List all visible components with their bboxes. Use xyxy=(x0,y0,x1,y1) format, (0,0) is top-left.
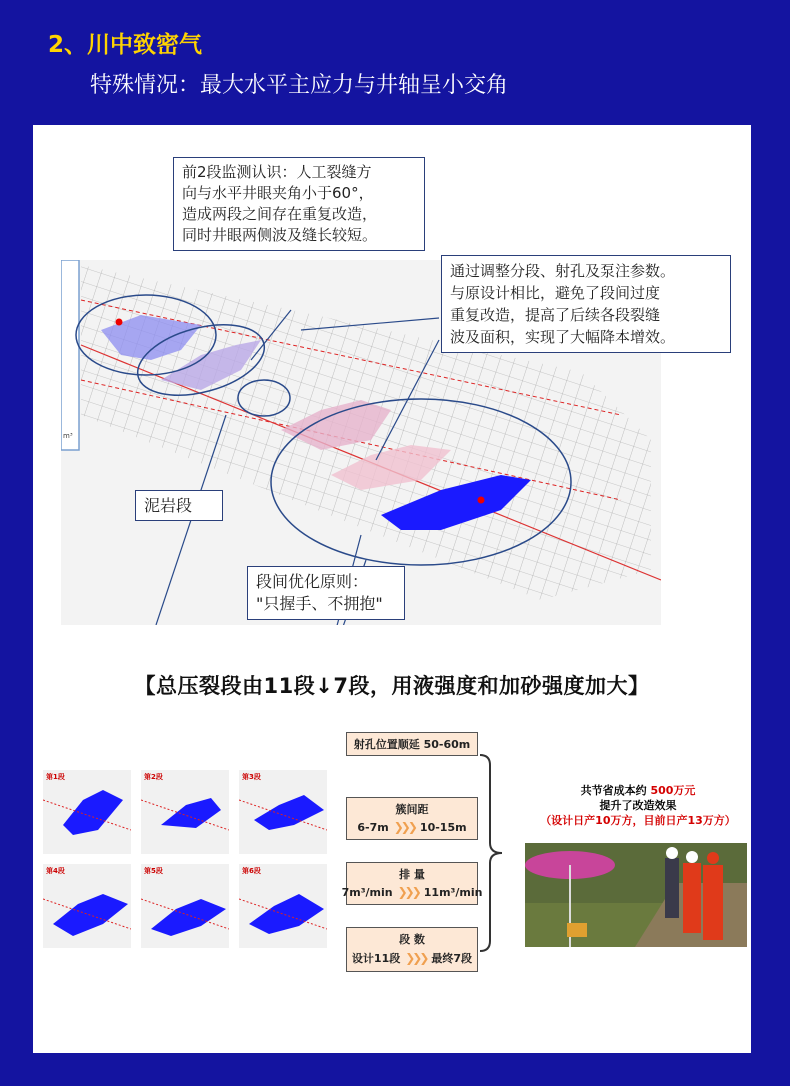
param-cluster-spacing xyxy=(346,797,478,840)
result-line2: 提升了改造效果 xyxy=(599,799,677,812)
param-to: 11m³/min xyxy=(423,885,483,899)
result-summary xyxy=(533,783,743,828)
thumbnail-stage xyxy=(43,770,131,854)
param-from: 6-7m xyxy=(357,820,389,834)
param-title: 射孔位置顺延 50-60m xyxy=(353,738,471,751)
perforation-marker xyxy=(116,319,123,326)
param-to: 最终7段 xyxy=(431,952,473,965)
thumbnail-label: 第1段 xyxy=(46,773,65,781)
thumbnail-stage xyxy=(141,770,229,854)
thumbnail-stage xyxy=(239,770,327,854)
thumbnail-label: 第6段 xyxy=(242,867,261,875)
param-stages xyxy=(346,927,478,972)
callout-principle: 段间优化原则： "只握手、不拥抱" xyxy=(247,566,405,620)
param-from: 7m³/min xyxy=(341,885,393,899)
param-to: 10-15m xyxy=(419,820,467,834)
section-title: 2、川中致密气 xyxy=(48,32,203,58)
axis-unit: m³ xyxy=(63,432,73,440)
thumbnail-label: 第4段 xyxy=(46,867,65,875)
chevron-right-icon: ❯❯❯ xyxy=(397,885,419,899)
thumbnail-stage xyxy=(141,864,229,948)
thumbnail-label: 第3段 xyxy=(242,773,261,781)
thumbnail-stage xyxy=(239,864,327,948)
param-title: 排 量 xyxy=(399,868,425,881)
field-photo xyxy=(525,843,747,947)
thumbnail-label: 第5段 xyxy=(144,867,163,875)
param-title: 段 数 xyxy=(399,933,425,946)
thumbnail-label: 第2段 xyxy=(144,773,163,781)
content-panel xyxy=(33,125,751,1053)
bracket xyxy=(478,753,508,953)
callout-mudstone: 泥岩段 xyxy=(135,490,223,521)
section-subtitle: 特殊情况：最大水平主应力与井轴呈小交角 xyxy=(90,73,509,98)
result-line1-prefix: 共节省成本约 xyxy=(580,784,651,797)
param-title: 簇间距 xyxy=(395,803,429,816)
perforation-marker xyxy=(478,497,485,504)
chevron-right-icon: ❯❯❯ xyxy=(393,820,415,834)
stage-thumbnails xyxy=(41,770,331,960)
callout-optimization-result: 通过调整分段、射孔及泵注参数。 与原设计相比，避免了段间过度 重复改造，提高了后续各段裂缝 波及面积，实现了大幅降本增效。 xyxy=(441,255,731,353)
result-savings: 500万元 xyxy=(650,784,696,797)
param-from: 设计11段 xyxy=(351,952,401,965)
param-rate xyxy=(341,862,483,905)
param-perforation xyxy=(346,732,478,756)
callout-monitoring-insight: 前2段监测认识：人工裂缝方 向与水平井眼夹角小于60°， 造成两段之间存在重复改造， 同时井眼两侧波及缝长较短。 xyxy=(173,157,425,251)
chevron-right-icon: ❯❯❯ xyxy=(405,951,427,965)
headline: 【总压裂段由11段↓7段，用液强度和加砂强度加大】 xyxy=(134,674,650,698)
thumbnail-stage xyxy=(43,864,131,948)
result-line3: （设计日产10万方，目前日产13万方） xyxy=(540,814,736,827)
